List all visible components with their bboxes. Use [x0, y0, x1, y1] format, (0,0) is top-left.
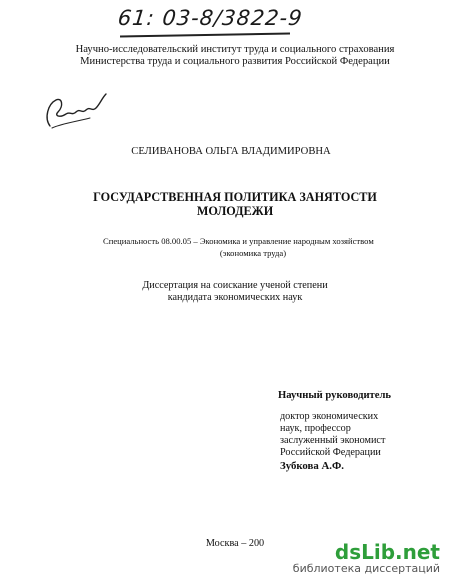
supervisor-title-line: наук, профессор [280, 423, 351, 434]
supervisor-name: Зубкова А.Ф. [280, 460, 344, 472]
watermark-logo [293, 540, 440, 564]
watermark-tagline: библиотека диссертаций [292, 562, 440, 575]
author-name: СЕЛИВАНОВА ОЛЬГА ВЛАДИМИРОВНА [131, 146, 331, 157]
specialty-subline: (экономика труда) [219, 248, 287, 258]
watermark [293, 540, 440, 575]
supervisor-heading: Научный руководитель [278, 390, 391, 401]
specialty-line: Специальность 08.00.05 – Экономика и управление народным хозяйством [103, 236, 374, 246]
supervisor-honor-line: заслуженный экономист [280, 435, 386, 446]
archive-code-underline [120, 33, 290, 37]
watermark-brand-net: .net [395, 540, 440, 564]
supervisor-degree-line: доктор экономических [280, 411, 379, 422]
organization-line-1: Научно-исследовательский институт труда и социального страхования [75, 44, 395, 55]
organization-line-2: Министерства труда и социального развития Российской Федерации [80, 56, 390, 67]
watermark-brand-lib: Lib [361, 540, 396, 564]
handwritten-signature [40, 88, 110, 134]
supervisor-country-line: Российской Федерации [280, 447, 381, 458]
degree-line-2: кандидата экономических наук [167, 292, 303, 303]
place-year-footer: Москва – 200 [205, 538, 265, 549]
degree-line-1: Диссертация на соискание ученой степени [142, 280, 328, 291]
thesis-title-line-2: МОЛОДЕЖИ [196, 204, 274, 218]
watermark-brand-ds: ds [334, 540, 362, 564]
thesis-title-line-1: ГОСУДАРСТВЕННАЯ ПОЛИТИКА ЗАНЯТОСТИ [93, 190, 377, 204]
archive-code: 61: 03-8/3822-9 [116, 6, 304, 30]
